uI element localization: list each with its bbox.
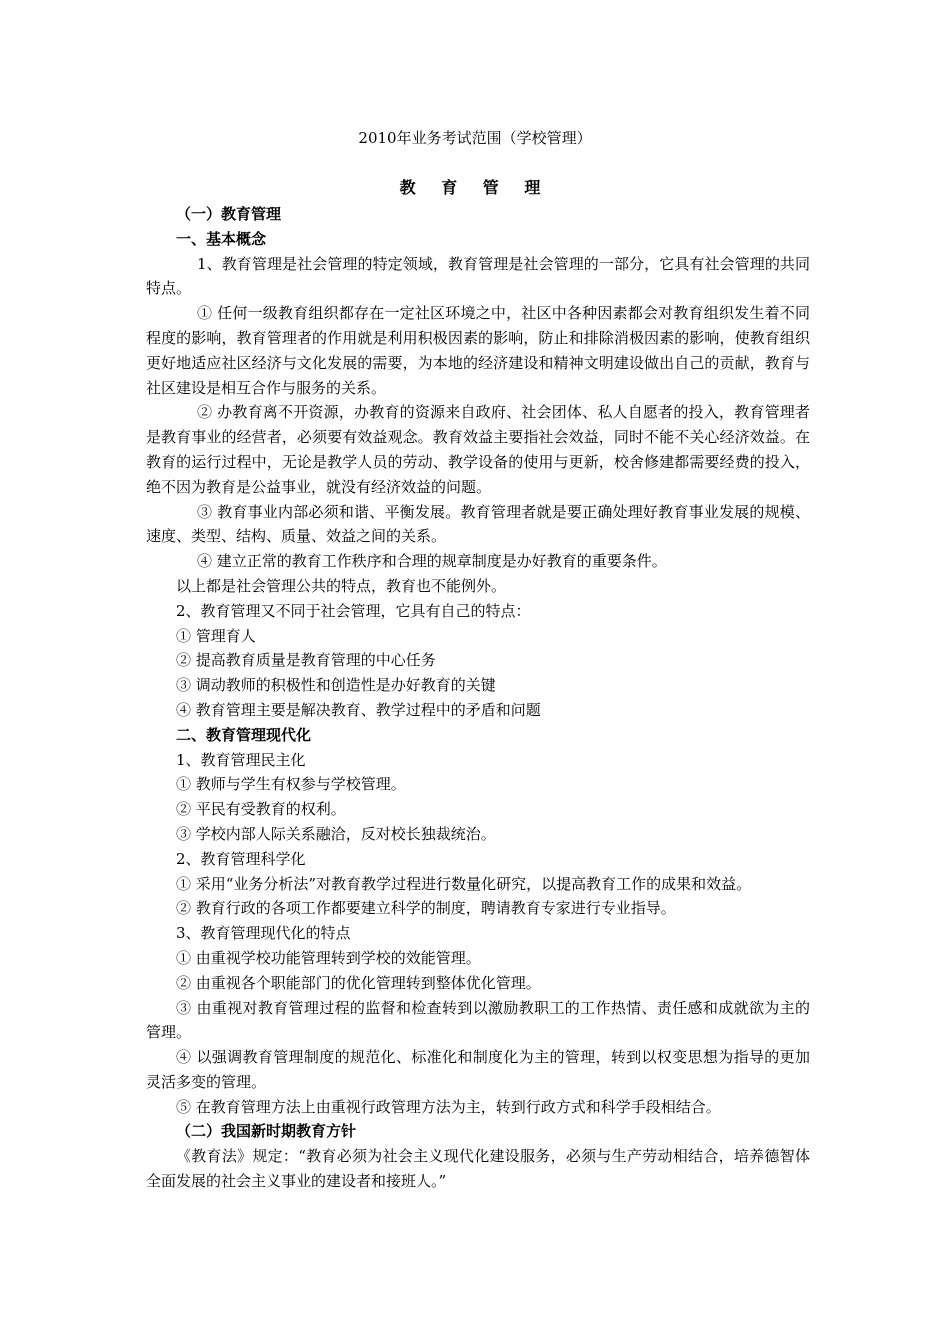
paragraph: ② 提高教育质量是教育管理的中心任务 [176, 651, 436, 670]
paragraph: ② 由重视各个职能部门的优化管理转到整体优化管理。 [176, 973, 541, 992]
paragraph: ④ 教育管理主要是解决教育、教学过程中的矛盾和问题 [176, 700, 541, 719]
paragraph: ① 管理育人 [176, 626, 256, 645]
paragraph: 1、教育管理是社会管理的特定领域，教育管理是社会管理的一部分，它具有社会管理的共同特点。 [146, 254, 810, 298]
paragraph: ① 由重视学校功能管理转到学校的效能管理。 [176, 948, 481, 967]
document-body [146, 202, 810, 1194]
section-title: 教 育 管 理 [399, 178, 551, 197]
document-title: 2010年业务考试范围（学校管理） [358, 129, 592, 147]
section-heading: 一、基本概念 [176, 229, 267, 248]
paragraph: ③ 学校内部人际关系融洽，反对校长独裁统治。 [176, 824, 496, 843]
paragraph: ③ 调动教师的积极性和创造性是办好教育的关键 [176, 676, 496, 695]
paragraph: ② 平民有受教育的权利。 [176, 800, 346, 819]
paragraph: 2、教育管理科学化 [176, 849, 306, 868]
paragraph: 2、教育管理又不同于社会管理，它具有自己的特点： [176, 601, 531, 620]
paragraph: ② 办教育离不开资源，办教育的资源来自政府、社会团体、私人自愿者的投入，教育管理者是教育事业的经营者，必须要有效益观念。教育效益主要指社会效益，同时不能不关心经济效益。在教育的运行过程中，无论是教学人员的劳动、教学设备的使用与更新，校舍修建都需要经费的投入，绝不因为教育是公益事业，就没有经济效益的问题。 [146, 403, 810, 496]
paragraph: 1、教育管理民主化 [176, 750, 306, 769]
paragraph: ④ 以强调教育管理制度的规范化、标准化和制度化为主的管理，转到以权变思想为指导的更加灵活多变的管理。 [146, 1048, 810, 1091]
paragraph: ① 采用“业务分析法”对教育教学过程进行数量化研究，以提高教育工作的成果和效益。 [176, 874, 752, 893]
paragraph: ② 教育行政的各项工作都要建立科学的制度，聘请教育专家进行专业指导。 [176, 899, 676, 918]
paragraph: 以上都是社会管理公共的特点，教育也不能例外。 [176, 576, 507, 595]
paragraph: ③ 由重视对教育管理过程的监督和检查转到以激励教职工的工作热情、责任感和成就欲为主的管理。 [146, 998, 810, 1042]
paragraph: ③ 教育事业内部必须和谐、平衡发展。教育管理者就是要正确处理好教育事业发展的规模、速度、类型、结构、质量、效益之间的关系。 [146, 502, 810, 546]
paragraph: 《教育法》规定：“教育必须为社会主义现代化建设服务，必须与生产劳动相结合，培养德智体全面发展的社会主义事业的建设者和接班人。” [146, 1147, 810, 1191]
paragraph: ① 教师与学生有权参与学校管理。 [176, 775, 406, 794]
section-heading: （二）我国新时期教育方针 [176, 1122, 357, 1141]
paragraph: 3、教育管理现代化的特点 [176, 924, 351, 943]
section-heading: 二、教育管理现代化 [176, 725, 312, 744]
paragraph: ⑤ 在教育管理方法上由重视行政管理方法为主，转到行政方式和科学手段相结合。 [176, 1097, 721, 1116]
paragraph: ④ 建立正常的教育工作秩序和合理的规章制度是办好教育的重要条件。 [197, 552, 667, 571]
section-heading: （一）教育管理 [176, 205, 282, 223]
paragraph: ① 任何一级教育组织都存在一定社区环境之中，社区中各种因素都会对教育组织发生着不同程度的影响，教育管理者的作用就是利用积极因素的影响，防止和排除消极因素的影响，使教育组织更好地适应社区经济与文化发展的需要，为本地的经济建设和精神文明建设做出自己的贡献，教育与社区建设是相互合作与服务的关系。 [146, 304, 810, 397]
